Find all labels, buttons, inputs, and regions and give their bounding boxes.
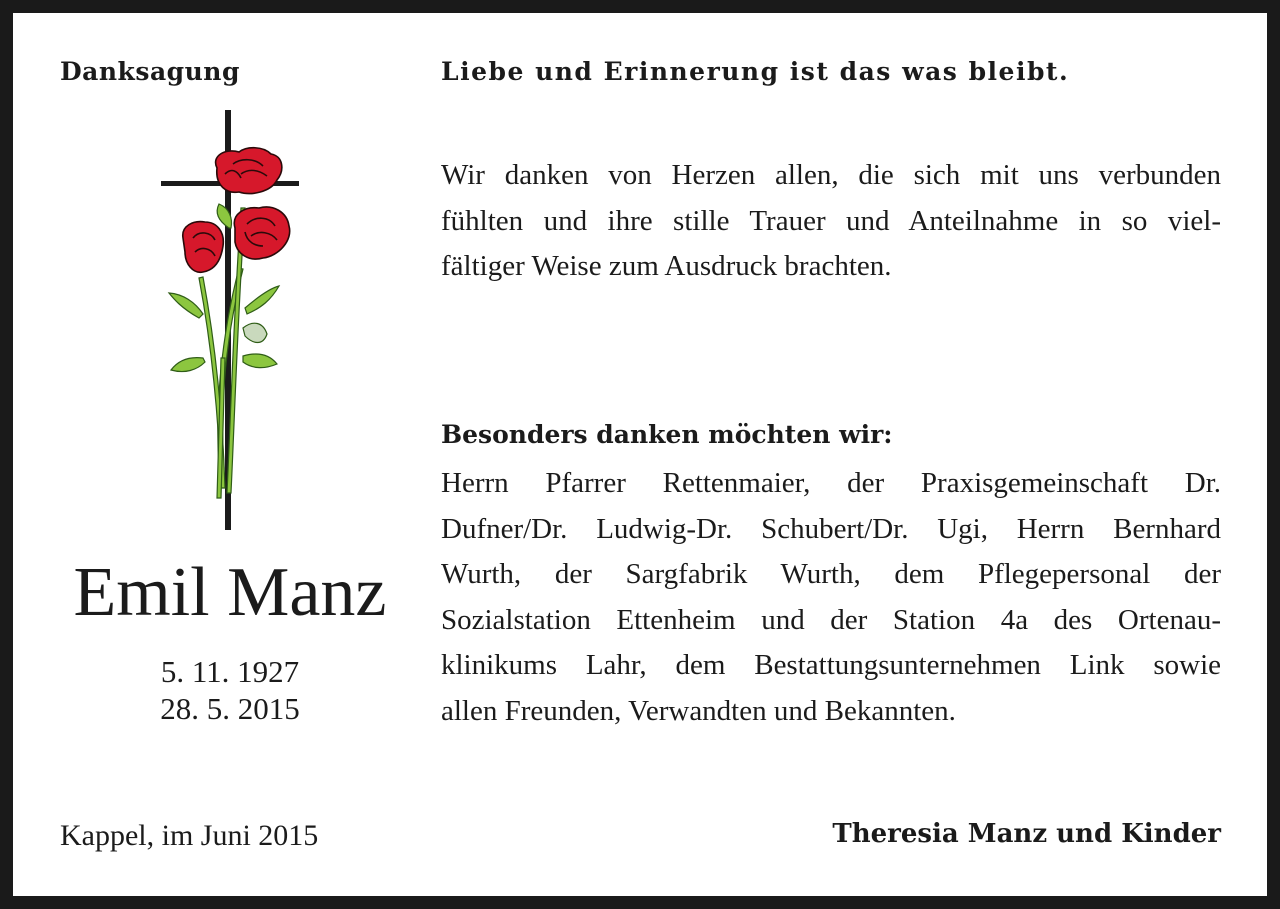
place-and-date: Kappel, im Juni 2015 [60, 819, 319, 852]
special-thanks-title: Besonders danken möchten wir: [441, 420, 893, 449]
special-line: Dufner/Dr. Ludwig-Dr. Schubert/Dr. Ugi, Herrn Bernhard [441, 512, 1221, 545]
cross-with-roses-icon [159, 108, 304, 537]
death-date: 28. 5. 2015 [160, 691, 300, 726]
thanks-line: fältiger Weise zum Ausdruck brachten. [441, 250, 892, 282]
signature: Theresia Manz und Kinder [832, 819, 1221, 849]
deceased-name: Emil Manz [73, 554, 387, 631]
special-line: Sozialstation Ettenheim und der Station 4a des Ortenau- [441, 603, 1221, 636]
thanks-paragraph [441, 153, 1221, 290]
special-line: klinikums Lahr, dem Bestattungsunternehmen Link sowie [441, 649, 1221, 681]
special-line: allen Freunden, Verwandten und Bekannten. [441, 694, 956, 727]
special-thanks-paragraph [441, 461, 1221, 734]
special-line: Wurth, der Sargfabrik Wurth, dem Pflegepersonal der [441, 558, 1221, 590]
life-dates [60, 653, 400, 727]
birth-date: 5. 11. 1927 [160, 654, 300, 689]
obituary-card [13, 13, 1267, 896]
special-line: Herrn Pfarrer Rettenmaier, der Praxisgemeinschaft Dr. [441, 467, 1221, 499]
heading-danksagung: Danksagung [60, 57, 240, 86]
motto: Liebe und Erinnerung ist das was bleibt. [441, 57, 1070, 86]
thanks-line: fühlten und ihre stille Trauer und Anteilnahme in so viel- [441, 204, 1221, 237]
thanks-line: Wir danken von Herzen allen, die sich mit uns verbunden [441, 159, 1221, 191]
